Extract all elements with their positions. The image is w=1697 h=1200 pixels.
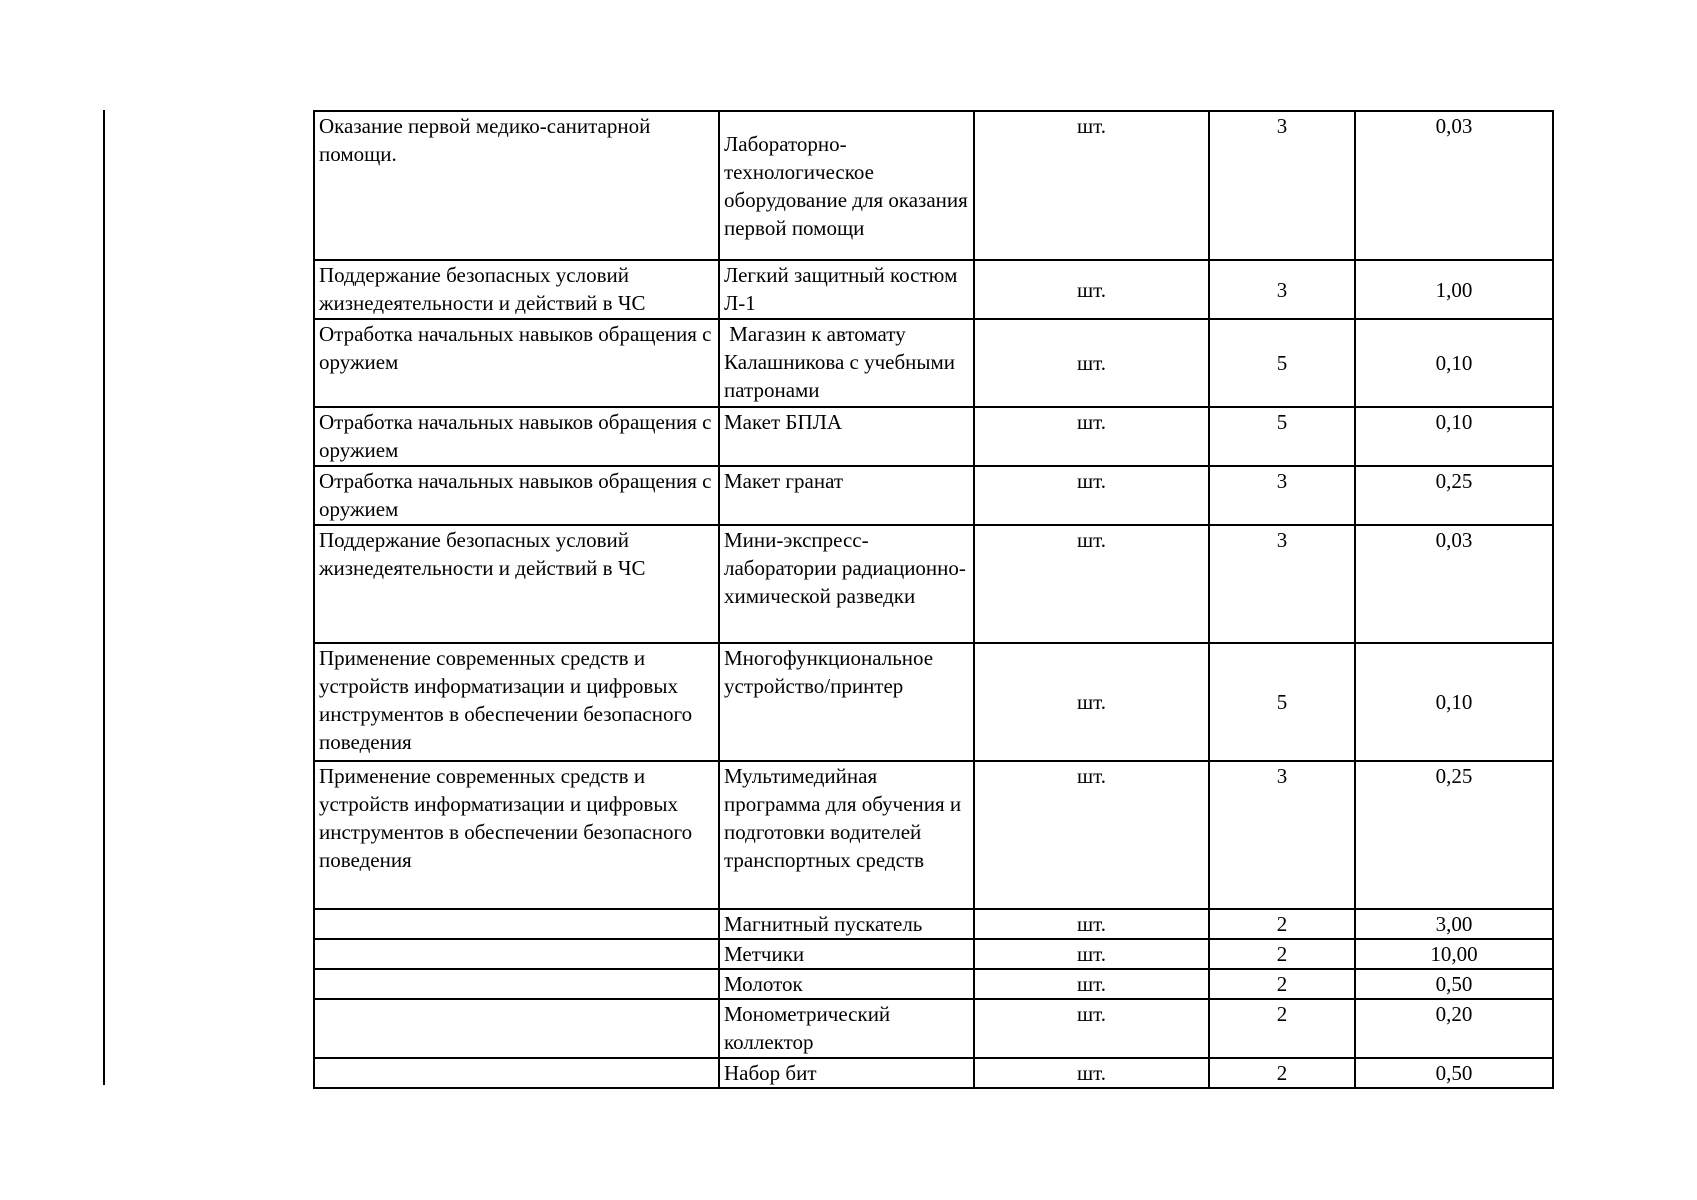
unit-cell: шт. [974,909,1209,939]
activity-cell: Применение современных средств и устройств информатизации и цифровых инструментов в обеспечении безопасного поведения [314,643,719,761]
table-row [314,643,1553,761]
activity-cell: Отработка начальных навыков обращения с оружием [314,319,719,407]
unit-cell: шт. [974,260,1209,319]
coef-cell: 0,50 [1355,969,1553,999]
table-row [314,407,1553,466]
qty-cell: 2 [1209,1058,1355,1088]
table-row [314,260,1553,319]
table-row [314,111,1553,260]
item-cell: Многофункциональное устройство/принтер [719,643,974,761]
qty-cell: 5 [1209,407,1355,466]
unit-cell: шт. [974,1058,1209,1088]
unit-cell: шт. [974,525,1209,643]
coef-cell: 0,10 [1355,407,1553,466]
table-row [314,969,1553,999]
table-row [314,909,1553,939]
coef-cell: 0,20 [1355,999,1553,1058]
table-row [314,525,1553,643]
qty-cell: 3 [1209,761,1355,909]
qty-cell: 5 [1209,643,1355,761]
equipment-table [313,110,1554,1089]
coef-cell: 0,50 [1355,1058,1553,1088]
activity-cell: Применение современных средств и устройств информатизации и цифровых инструментов в обеспечении безопасного поведения [314,761,719,909]
item-cell: Лабораторно-технологическое оборудование для оказания первой помощи [719,111,974,260]
activity-cell: Поддержание безопасных условий жизнедеятельности и действий в ЧС [314,260,719,319]
table-row [314,939,1553,969]
unit-cell: шт. [974,643,1209,761]
coef-cell: 0,25 [1355,761,1553,909]
unit-cell: шт. [974,969,1209,999]
activity-cell: Поддержание безопасных условий жизнедеятельности и действий в ЧС [314,525,719,643]
activity-cell [314,1058,719,1088]
coef-cell: 0,10 [1355,319,1553,407]
qty-cell: 2 [1209,969,1355,999]
coef-cell: 0,03 [1355,525,1553,643]
qty-cell: 2 [1209,939,1355,969]
item-cell: Монометрический коллектор [719,999,974,1058]
item-cell: Макет БПЛА [719,407,974,466]
item-cell: Магнитный пускатель [719,909,974,939]
item-cell: Набор бит [719,1058,974,1088]
activity-cell: Оказание первой медико-санитарной помощи. [314,111,719,260]
item-cell: Мини-экспресс-лаборатории радиационно-химической разведки [719,525,974,643]
item-cell: Молоток [719,969,974,999]
item-cell: Макет гранат [719,466,974,525]
unit-cell: шт. [974,999,1209,1058]
table-row [314,466,1553,525]
unit-cell: шт. [974,319,1209,407]
table-row [314,319,1553,407]
activity-cell [314,969,719,999]
unit-cell: шт. [974,939,1209,969]
qty-cell: 3 [1209,260,1355,319]
qty-cell: 3 [1209,525,1355,643]
coef-cell: 10,00 [1355,939,1553,969]
unit-cell: шт. [974,111,1209,260]
qty-cell: 3 [1209,466,1355,525]
table-row [314,999,1553,1058]
unit-cell: шт. [974,407,1209,466]
activity-cell: Отработка начальных навыков обращения с оружием [314,466,719,525]
activity-cell [314,909,719,939]
unit-cell: шт. [974,466,1209,525]
coef-cell: 3,00 [1355,909,1553,939]
qty-cell: 3 [1209,111,1355,260]
item-cell: Легкий защитный костюм Л-1 [719,260,974,319]
item-cell: Мультимедийная программа для обучения и подготовки водителей транспортных средств [719,761,974,909]
item-cell: Метчики [719,939,974,969]
table-row [314,761,1553,909]
coef-cell: 0,10 [1355,643,1553,761]
coef-cell: 1,00 [1355,260,1553,319]
coef-cell: 0,03 [1355,111,1553,260]
coef-cell: 0,25 [1355,466,1553,525]
table-row [314,1058,1553,1088]
page-left-margin-rule [103,110,105,1085]
qty-cell: 2 [1209,999,1355,1058]
activity-cell [314,939,719,969]
unit-cell: шт. [974,761,1209,909]
qty-cell: 5 [1209,319,1355,407]
qty-cell: 2 [1209,909,1355,939]
item-cell: Магазин к автомату Калашникова с учебными патронами [719,319,974,407]
activity-cell [314,999,719,1058]
activity-cell: Отработка начальных навыков обращения с оружием [314,407,719,466]
